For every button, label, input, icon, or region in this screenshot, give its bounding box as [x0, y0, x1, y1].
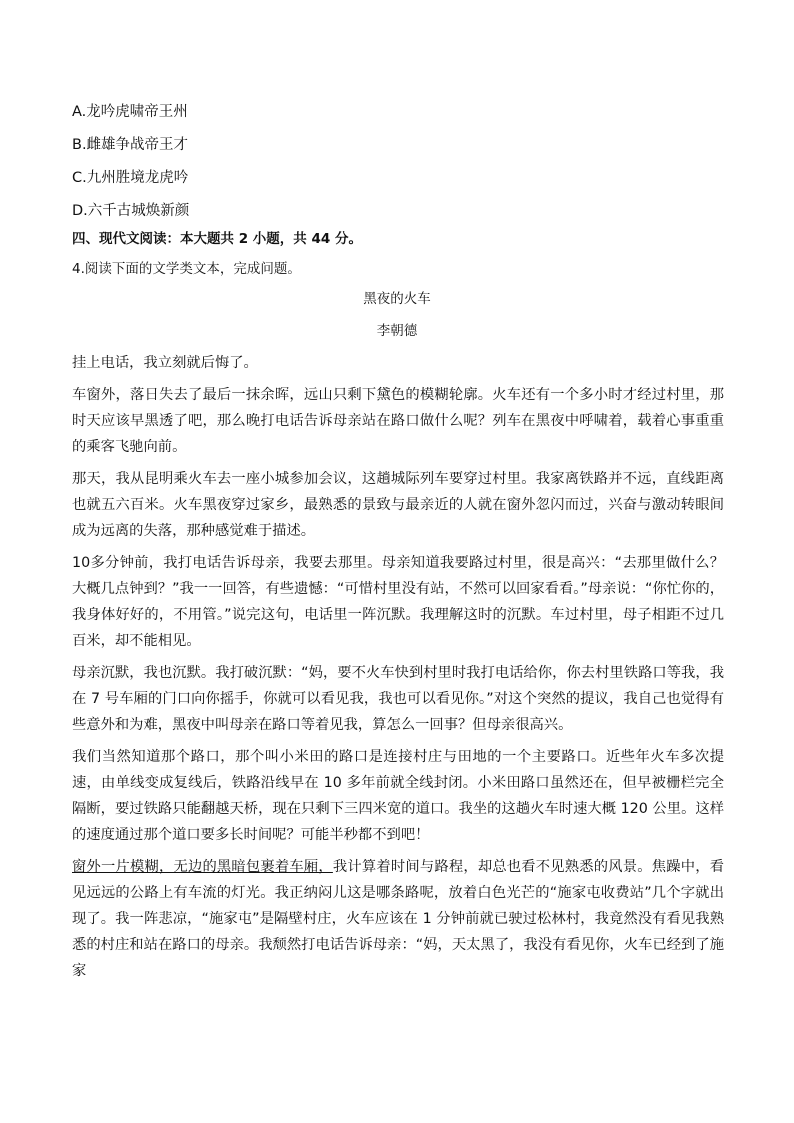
paragraph: 10多分钟前，我打电话告诉母亲，我要去那里。母亲知道我要路过村里，很是高兴：“去那里做什么？大概几点钟到？”我一一回答，有些遗憾：“可惜村里没有站，不然可以回家看看。”母亲说：“你忙你的，我身体好好的，不用管。”说完这句，电话里一阵沉默。我理解这时的沉默。车过村里，母子相距不过几百米，却不能相见。	[72, 555, 724, 649]
answer-options	[72, 102, 724, 234]
paragraph: 母亲沉默，我也沉默。我打破沉默：“妈，要不火车快到村里时我打电话给你，你去村里铁路口等我，我在 7 号车厢的门口向你摇手，你就可以看见我，我也可以看见你。”对这个突然的提议，我自己也觉得有些意外和为难，黑夜中叫母亲在路口等着见我，算怎么一回事？但母亲很高兴。	[72, 665, 724, 733]
paragraph: 车窗外，落日失去了最后一抹余晖，远山只剩下黛色的模糊轮廓。火车还有一个多小时才经过村里，那时天应该早黑透了吧，那么晚打电话告诉母亲站在路口做什么呢？列车在黑夜中呼啸着，载着心事重重的乘客飞驰向前。	[72, 387, 724, 455]
article-title: 黑夜的火车	[363, 291, 431, 307]
option-a: A.龙吟虎啸帝王州	[72, 104, 188, 120]
paragraph-remainder: 我计算着时间与路程，却总也看不见熟悉的风景。焦躁中，看见远远的公路上有车流的灯光。我正纳闷儿这是哪条路呢，放着白色光芒的“施家屯收费站”几个字就出现了。我一阵悲凉，“施家屯”是隔壁村庄，火车应该在 1 分钟前就已驶过松林村，我竟然没有看见我熟悉的村庄和站在路口的母亲。我颓然打电话告诉母亲：“妈，天太黑了，我没有看见你，火车已经到了施家	[72, 859, 725, 979]
option-b: B.雌雄争战帝王才	[72, 137, 189, 153]
underlined-sentence: 窗外一片模糊，无边的黑暗包裹着车厢，	[72, 859, 333, 875]
paragraph: 挂上电话，我立刻就后悔了。	[72, 355, 258, 371]
paragraph: 我们当然知道那个路口，那个叫小米田的路口是连接村庄与田地的一个主要路口。近些年火车多次提速，由单线变成复线后，铁路沿线早在 10 多年前就全线封闭。小米田路口虽然还在，但早被栅栏完全隔断，要过铁路只能翻越天桥，现在只剩下三四米宽的道口。我坐的这趟火车时速大概 120 公里。这样的速度通过那个道口要多长时间呢？可能半秒都不到吧！	[72, 749, 724, 843]
option-c: C.九州胜境龙虎吟	[72, 170, 189, 186]
section-heading: 四、现代文阅读：本大题共 2 小题，共 44 分。	[72, 231, 362, 247]
question-instruction: 4.阅读下面的文学类文本，完成问题。	[72, 261, 301, 277]
paragraph-underlined-start	[72, 854, 724, 984]
paragraph: 那天，我从昆明乘火车去一座小城参加会议，这趟城际列车要穿过村里。我家离铁路并不远，直线距离也就五六百米。火车黑夜穿过家乡，最熟悉的景致与最亲近的人就在窗外忽闪而过，兴奋与激动转眼间成为远离的失落，那种感觉难于描述。	[72, 471, 724, 539]
article-author: 李朝德	[376, 323, 418, 339]
option-d: D.六千古城焕新颜	[72, 203, 190, 219]
article-body	[72, 350, 724, 984]
